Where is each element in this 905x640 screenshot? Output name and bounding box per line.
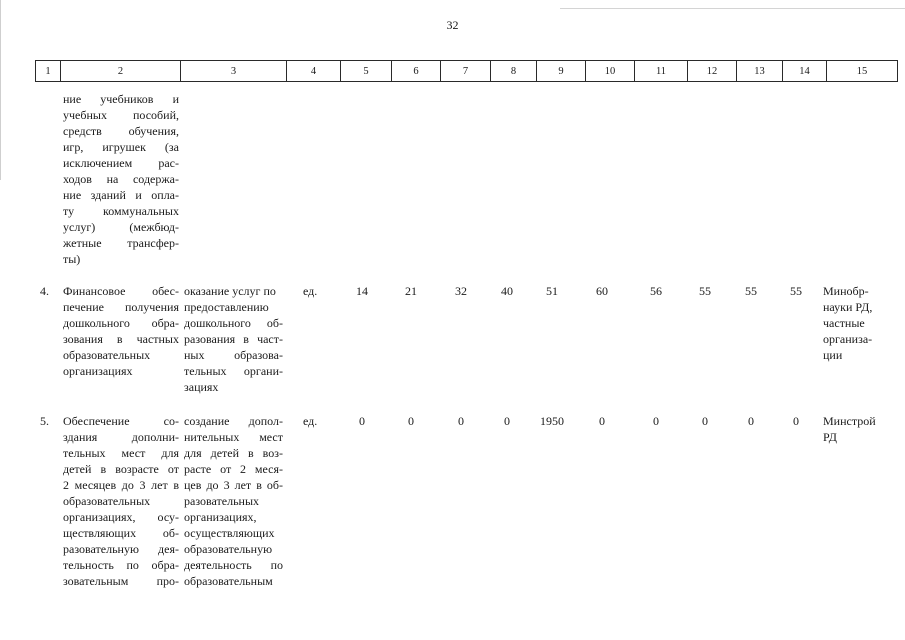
header-col-7: 7 bbox=[441, 61, 491, 82]
header-col-13: 13 bbox=[737, 61, 783, 82]
text-line: зациях bbox=[184, 380, 219, 394]
text-line: организациях bbox=[63, 364, 133, 378]
row-value-col13: 0 bbox=[748, 414, 754, 428]
header-col-15: 15 bbox=[827, 61, 898, 82]
header-col-4: 4 bbox=[287, 61, 341, 82]
row-unit: ед. bbox=[303, 414, 318, 428]
row-number: 4. bbox=[40, 284, 49, 298]
row-value-col10: 60 bbox=[596, 284, 608, 298]
row-responsible bbox=[823, 413, 901, 445]
text-line: образовательных bbox=[63, 348, 151, 362]
text-line: разования в част- bbox=[184, 332, 283, 346]
text-line: оказание услуг по bbox=[184, 284, 276, 298]
text-line: организа- bbox=[823, 332, 873, 346]
header-row bbox=[36, 61, 898, 82]
row-value-col7: 0 bbox=[458, 414, 464, 428]
row-measure-name bbox=[63, 413, 179, 589]
text-line: организациях, bbox=[184, 510, 257, 524]
text-line: частные bbox=[823, 316, 865, 330]
row-value-col10: 0 bbox=[599, 414, 605, 428]
text-line: ходов на содержа- bbox=[63, 172, 179, 186]
text-line: ту коммунальных bbox=[63, 204, 179, 218]
text-line: дошкольного обра- bbox=[63, 316, 179, 330]
text-line: печение получения bbox=[63, 300, 179, 314]
row-value-col11: 0 bbox=[653, 414, 659, 428]
text-line: расте от 2 меся- bbox=[184, 462, 283, 476]
text-line: ществляющих об- bbox=[63, 526, 179, 540]
header-col-3: 3 bbox=[181, 61, 287, 82]
row-value-col9: 1950 bbox=[540, 414, 564, 428]
text-line: Минобр- bbox=[823, 284, 869, 298]
header-col-9: 9 bbox=[537, 61, 586, 82]
text-line: создание допол- bbox=[184, 414, 283, 428]
text-line: Финансовое обес- bbox=[63, 284, 179, 298]
text-line: исключением рас- bbox=[63, 156, 179, 170]
header-col-8: 8 bbox=[491, 61, 537, 82]
text-line: разовательных bbox=[184, 494, 260, 508]
row-value-col8: 40 bbox=[501, 284, 513, 298]
text-line: ние учебников и bbox=[63, 92, 179, 106]
text-line: жетные трансфер- bbox=[63, 236, 179, 250]
column-number-header bbox=[35, 60, 898, 82]
scan-artifact-line bbox=[560, 8, 905, 9]
text-line: предоставлению bbox=[184, 300, 269, 314]
text-line: дошкольного об- bbox=[184, 316, 283, 330]
text-line: зовательным про- bbox=[63, 574, 179, 588]
header-col-6: 6 bbox=[392, 61, 441, 82]
text-line: детей в возрасте от bbox=[63, 462, 179, 476]
text-line: Минстрой bbox=[823, 414, 876, 428]
header-col-5: 5 bbox=[341, 61, 392, 82]
text-line: игр, игрушек (за bbox=[63, 140, 179, 154]
header-col-11: 11 bbox=[635, 61, 688, 82]
text-line: науки РД, bbox=[823, 300, 873, 314]
row-responsible bbox=[823, 283, 901, 363]
text-line: средств обучения, bbox=[63, 124, 179, 138]
header-col-2: 2 bbox=[61, 61, 181, 82]
text-line: Обеспечение со- bbox=[63, 414, 179, 428]
row-value-col14: 0 bbox=[793, 414, 799, 428]
text-line: РД bbox=[823, 430, 837, 444]
text-line: ты) bbox=[63, 252, 81, 266]
text-line: ние зданий и опла- bbox=[63, 188, 179, 202]
header-col-1: 1 bbox=[36, 61, 61, 82]
row-value-col5: 14 bbox=[356, 284, 368, 298]
row-value-col6: 21 bbox=[405, 284, 417, 298]
text-line: организациях, осу- bbox=[63, 510, 179, 524]
row-unit: ед. bbox=[303, 284, 318, 298]
text-line: ных образова- bbox=[184, 348, 283, 362]
text-line: деятельность по bbox=[184, 558, 283, 572]
row-number: 5. bbox=[40, 414, 49, 428]
header-col-12: 12 bbox=[688, 61, 737, 82]
text-line: для детей в воз- bbox=[184, 446, 283, 460]
row-value-col14: 55 bbox=[790, 284, 802, 298]
row-value-col12: 0 bbox=[702, 414, 708, 428]
text-line: образовательных bbox=[63, 494, 151, 508]
text-line: тельность по обра- bbox=[63, 558, 179, 572]
text-line: нительных мест bbox=[184, 430, 283, 444]
text-line: 2 месяцев до 3 лет в bbox=[63, 478, 179, 492]
row-value-col12: 55 bbox=[699, 284, 711, 298]
row-value-col13: 55 bbox=[745, 284, 757, 298]
continuation-col2 bbox=[63, 91, 179, 267]
row-value-col11: 56 bbox=[650, 284, 662, 298]
header-col-10: 10 bbox=[586, 61, 635, 82]
text-line: зования в частных bbox=[63, 332, 179, 346]
text-line: тельных органи- bbox=[184, 364, 283, 378]
text-line: образовательным bbox=[184, 574, 273, 588]
text-line: осуществляющих bbox=[184, 526, 275, 540]
row-value-col7: 32 bbox=[455, 284, 467, 298]
text-line: здания дополни- bbox=[63, 430, 179, 444]
row-value-col6: 0 bbox=[408, 414, 414, 428]
row-value-col8: 0 bbox=[504, 414, 510, 428]
text-line: ции bbox=[823, 348, 843, 362]
text-line: образовательную bbox=[184, 542, 273, 556]
text-line: разовательную дея- bbox=[63, 542, 179, 556]
row-value-col9: 51 bbox=[546, 284, 558, 298]
text-line: учебных пособий, bbox=[63, 108, 179, 122]
row-indicator-name bbox=[184, 283, 283, 395]
page-number: 32 bbox=[446, 18, 459, 32]
text-line: цев до 3 лет в об- bbox=[184, 478, 283, 492]
row-indicator-name bbox=[184, 413, 283, 589]
row-measure-name bbox=[63, 283, 179, 379]
text-line: услуг) (межбюд- bbox=[63, 220, 179, 234]
header-col-14: 14 bbox=[783, 61, 827, 82]
row-value-col5: 0 bbox=[359, 414, 365, 428]
text-line: тельных мест для bbox=[63, 446, 179, 460]
